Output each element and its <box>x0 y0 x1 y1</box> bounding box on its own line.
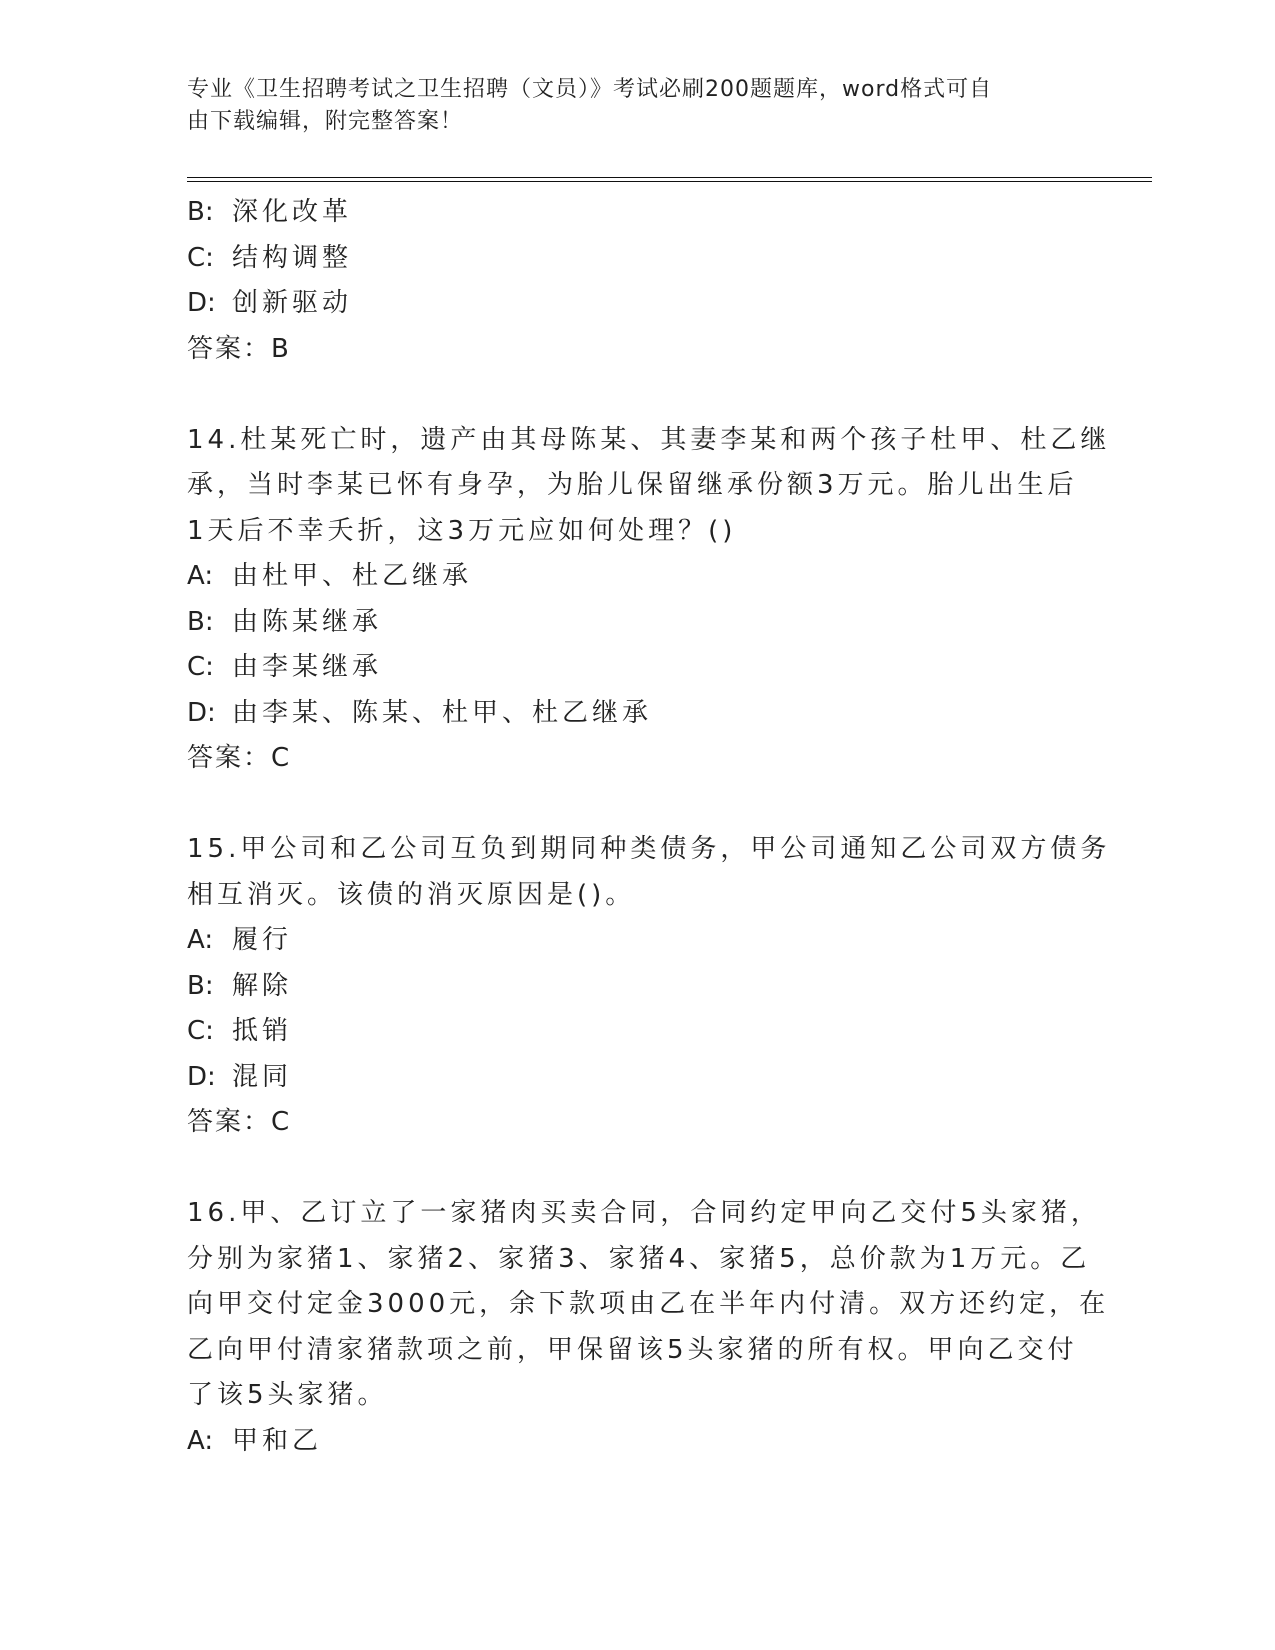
carryover-block <box>187 190 1087 372</box>
question-15 <box>187 827 1111 1146</box>
question-text-line: 15.甲公司和乙公司互负到期同种类债务，甲公司通知乙公司双方债务 <box>187 834 1111 864</box>
option-text: 抵销 <box>232 1016 293 1046</box>
option-key: A: <box>187 1425 214 1456</box>
document-header <box>187 74 1067 138</box>
option-key: B: <box>187 197 214 227</box>
option-key: D: <box>187 1061 216 1092</box>
option-key: C: <box>187 1016 214 1046</box>
header-line-1: 专业《卫生招聘考试之卫生招聘（文员）》考试必刷200题题库，word格式可自 <box>187 77 993 102</box>
option-text: 结构调整 <box>232 242 353 273</box>
option-key: C: <box>187 652 214 682</box>
option-text: 解除 <box>232 970 293 1001</box>
answer-line: 答案：C <box>187 743 292 773</box>
option-c <box>187 645 1087 691</box>
option-key: B: <box>187 606 214 637</box>
answer-line: 答案：C <box>187 1107 292 1137</box>
question-text-line: 1天后不幸夭折，这3万元应如何处理？() <box>187 515 737 546</box>
option-a <box>187 918 1087 964</box>
question-text-line: 向甲交付定金3000元，余下款项由乙在半年内付清。双方还约定，在 <box>187 1289 1110 1319</box>
option-d <box>187 691 1087 737</box>
question-text-line: 乙向甲付清家猪款项之前，甲保留该5头家猪的所有权。甲向乙交付 <box>187 1334 1078 1365</box>
option-d <box>187 1055 1087 1101</box>
header-line-2: 由下载编辑，附完整答案！ <box>187 109 464 134</box>
option-b <box>187 600 1087 646</box>
option-key: A: <box>187 925 214 955</box>
option-key: B: <box>187 970 214 1001</box>
option-text: 由李某、陈某、杜甲、杜乙继承 <box>232 697 653 728</box>
option-text: 由杜甲、杜乙继承 <box>232 561 473 591</box>
option-c <box>187 236 1087 282</box>
option-text: 创新驱动 <box>232 288 353 318</box>
option-key: D: <box>187 288 216 318</box>
option-text: 由李某继承 <box>232 652 383 682</box>
question-text-line: 分别为家猪1、家猪2、家猪3、家猪4、家猪5，总价款为1万元。乙 <box>187 1243 1091 1274</box>
option-text: 甲和乙 <box>232 1425 323 1456</box>
option-b <box>187 190 1087 236</box>
spacer <box>187 782 1087 828</box>
answer-line: 答案：B <box>187 333 291 364</box>
header-rule-bottom <box>187 181 1152 182</box>
question-text-line: 16.甲、乙订立了一家猪肉买卖合同，合同约定甲向乙交付5头家猪， <box>187 1198 1101 1228</box>
option-a <box>187 554 1087 600</box>
option-key: A: <box>187 561 214 591</box>
option-key: C: <box>187 242 214 273</box>
option-text: 混同 <box>232 1061 293 1092</box>
option-c <box>187 1009 1087 1055</box>
spacer <box>187 372 1087 418</box>
question-text-line: 承，当时李某已怀有身孕，为胎儿保留继承份额3万元。胎儿出生后 <box>187 470 1078 500</box>
option-text: 履行 <box>232 925 293 955</box>
option-text: 深化改革 <box>232 197 353 227</box>
spacer <box>187 1146 1087 1192</box>
question-16 <box>187 1191 1110 1464</box>
option-b <box>187 964 1087 1010</box>
question-content <box>187 190 1111 1464</box>
option-a <box>187 1419 1087 1465</box>
option-key: D: <box>187 697 216 728</box>
option-text: 由陈某继承 <box>232 606 383 637</box>
question-text-line: 了该5头家猪。 <box>187 1380 388 1410</box>
question-14 <box>187 418 1111 782</box>
question-text-line: 相互消灭。该债的消灭原因是()。 <box>187 879 636 910</box>
header-rule-top <box>187 177 1152 178</box>
question-text-line: 14.杜某死亡时，遗产由其母陈某、其妻李某和两个孩子杜甲、杜乙继 <box>187 424 1111 455</box>
option-d <box>187 281 1087 327</box>
